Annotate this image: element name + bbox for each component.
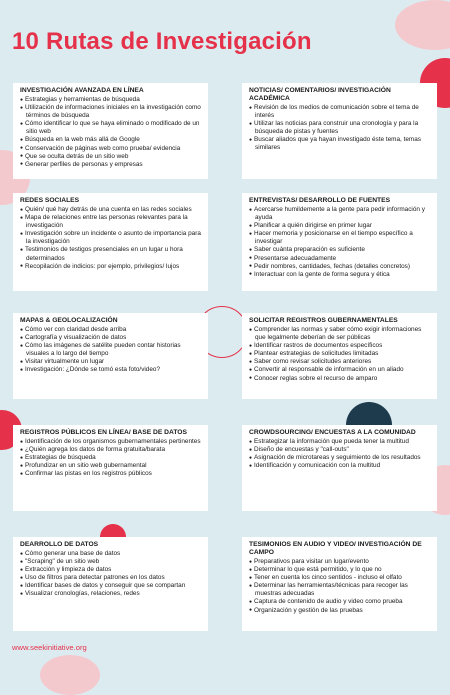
card-entrevistas: [242, 193, 437, 291]
card-heading: MAPAS & GEOLOCALIZACIÓN: [20, 317, 118, 324]
list-item: ● Identificar bases de datos y conseguir que se compartan: [20, 582, 202, 590]
list-item: ● Convertir al responsable de información en un aliado: [249, 366, 431, 374]
card-redes-sociales: [13, 193, 208, 291]
list-item: ● Determinar las herramientas/técnicas para recoger las muestras adecuadas: [249, 582, 431, 598]
list-item: ● Visitar virtualmente un lugar: [20, 358, 202, 366]
list-item: ● Pedir nombres, cantidades, fechas (detalles concretos): [249, 263, 431, 271]
list-item: ● Tener en cuenta los cinco sentidos - incluso el olfato: [249, 574, 431, 582]
pink-blob-bottom: [40, 655, 100, 695]
list-item: ● Que se oculta detrás de un sitio web: [20, 153, 202, 161]
list-item: ● Hacer memoria y posicionarse en el tiempo específico a investigar: [249, 230, 431, 246]
list-item: ● Investigación: ¿Dónde se tomó esta foto/video?: [20, 366, 202, 374]
card-heading: DEARROLLO DE DATOS: [20, 541, 99, 548]
list-item: ● Plantear estrategias de solicitudes limitadas: [249, 350, 431, 358]
list-item: ● Captura de contenido de audio y video como prueba: [249, 598, 431, 606]
list-item: ● Utilizar las noticias para construir una cronología y para la búsqueda de pistas y fuentes: [249, 120, 431, 136]
list-item: ● Mapa de relaciones entre las personas relevantes para la investigación: [20, 214, 202, 230]
card-registros-gubernamentales: [242, 313, 437, 399]
list-item: ● Organización y gestión de las pruebas: [249, 607, 431, 615]
list-item: ● Comprender las normas y saber cómo exigir informaciones que legalmente deberían de ser públicas: [249, 326, 431, 342]
list-item: ● Cómo generar una base de datos: [20, 550, 202, 558]
list-item: ● Visualizar cronologías, relaciones, redes: [20, 590, 202, 598]
list-item: ● Buscar aliados que ya hayan investigado éste tema, temas similares: [249, 136, 431, 152]
list-item: ● Recopilación de indicios: por ejemplo, privilegios/ lujos: [20, 263, 202, 271]
list-item: ● Extracción y limpieza de datos: [20, 566, 202, 574]
card-noticias: [242, 83, 437, 179]
page-title: 10 Rutas de Investigación: [12, 28, 312, 55]
list-item: ● Confirmar las pistas en los registros públicos: [20, 470, 202, 478]
card-heading: ENTREVISTAS/ DESARROLLO DE FUENTES: [249, 197, 391, 204]
card-crowdsourcing: [242, 425, 437, 511]
list-item: ● Identificación de los organismos gubernamentales pertinentes: [20, 438, 202, 446]
list-item: ● ¿Quién agrega los datos de forma gratuita/barata: [20, 446, 202, 454]
list-item: ● Acercarse humildemente a la gente para pedir información y ayuda: [249, 206, 431, 222]
list-item: ● Quién/ qué hay detrás de una cuenta en las redes sociales: [20, 206, 202, 214]
card-investigacion-avanzada: [13, 83, 208, 179]
card-heading: CROWDSOURCING/ ENCUESTAS A LA COMUNIDAD: [249, 429, 416, 436]
list-item: ● Saber cuánta preparación es suficiente: [249, 246, 431, 254]
card-heading: NOTICIAS/ COMENTARIOS/ INVESTIGACIÓN ACADÉMICA: [249, 87, 391, 102]
list-item: ● Generar perfiles de personas y empresas: [20, 161, 202, 169]
list-item: ● Búsqueda en la web más allá de Google: [20, 136, 202, 144]
list-item: ● Testimonios de testigos presenciales en un lugar u hora determinados: [20, 246, 202, 262]
card-heading: REGISTROS PÚBLICOS EN LÍNEA/ BASE DE DATOS: [20, 429, 187, 436]
list-item: ● Profundizar en un sitio web gubernamental: [20, 462, 202, 470]
list-item: ● "Scraping" de un sitio web: [20, 558, 202, 566]
list-item: ● Interactuar con la gente de forma segura y ética: [249, 271, 431, 279]
card-mapas: [13, 313, 208, 399]
card-desarrollo-datos: [13, 537, 208, 631]
list-item: ● Conservación de páginas web como prueba/ evidencia: [20, 145, 202, 153]
list-item: ● Saber como revisar solicitudes anteriores: [249, 358, 431, 366]
list-item: ● Identificación y comunicación con la multitud: [249, 462, 431, 470]
list-item: ● Cómo identificar lo que se haya eliminado o modificado de un sitio web: [20, 120, 202, 136]
list-item: ● Cartografía y visualización de datos: [20, 334, 202, 342]
list-item: ● Revisión de los medios de comunicación sobre el tema de interés: [249, 104, 431, 120]
footer-website-link[interactable]: www.seekinitiative.org: [12, 643, 87, 652]
card-heading: REDES SOCIALES: [20, 197, 80, 204]
list-item: ● Estrategizar la información que pueda tener la multitud: [249, 438, 431, 446]
list-item: ● Estrategias de búsqueda: [20, 454, 202, 462]
list-item: ● Estrategias y herramientas de búsqueda: [20, 96, 202, 104]
card-registros-publicos: [13, 425, 208, 511]
list-item: ● Investigación sobre un incidente o asunto de importancia para la investigación: [20, 230, 202, 246]
list-item: ● Cómo ver con claridad desde arriba: [20, 326, 202, 334]
list-item: ● Conocer reglas sobre el recurso de amparo: [249, 375, 431, 383]
list-item: ● Determinar lo que está permitido, y lo que no: [249, 566, 431, 574]
list-item: ● Diseño de encuestas y "call-outs": [249, 446, 431, 454]
list-item: ● Preparativos para visitar un lugar/evento: [249, 558, 431, 566]
list-item: ● Asignación de microtareas y seguimiento de los resultados: [249, 454, 431, 462]
card-testimonios: [242, 537, 437, 631]
list-item: ● Cómo las imágenes de satélite pueden contar historias visuales a lo largo del tiempo: [20, 342, 202, 358]
card-heading: TESIMONIOS EN AUDIO Y VIDEO/ INVESTIGACIÓN DE CAMPO: [249, 541, 422, 556]
list-item: ● Planificar a quién dirigirse en primer lugar: [249, 222, 431, 230]
list-item: ● Uso de filtros para detectar patrones en los datos: [20, 574, 202, 582]
list-item: ● Presentarse adecuadamente: [249, 255, 431, 263]
list-item: ● Utilización de informaciones iniciales en la investigación como términos de búsqueda: [20, 104, 202, 120]
card-heading: INVESTIGACIÓN AVANZADA EN LÍNEA: [20, 87, 144, 94]
list-item: ● Identificar rastros de documentos específicos: [249, 342, 431, 350]
card-heading: SOLICITAR REGISTROS GUBERNAMENTALES: [249, 317, 398, 324]
pink-blob-top-right: [395, 0, 450, 50]
